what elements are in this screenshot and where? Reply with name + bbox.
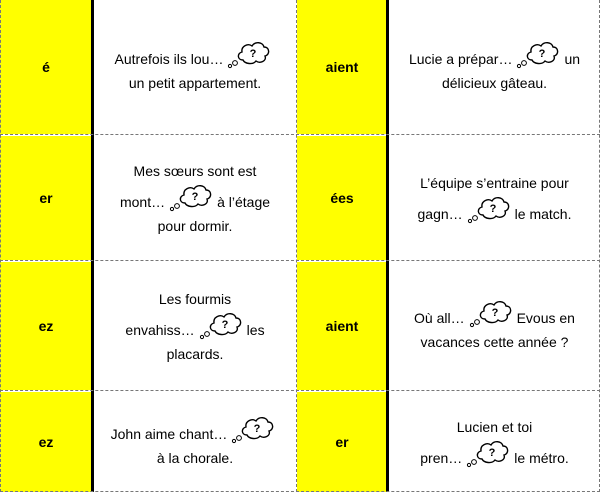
ending-tag: er [297,392,387,492]
sentence-text: vacances cette année ? [420,333,569,350]
thought-bubble-icon [469,299,513,329]
sentence-card [389,0,600,134]
sentence-text: L’équipe s’entraine pour [420,174,569,191]
thought-bubble-icon [466,439,510,469]
svg-text:?: ? [488,446,496,459]
ending-tag: aient [297,262,387,390]
thought-bubble-icon [516,40,560,70]
column-divider [91,0,94,492]
sentence-text: gagn… [417,205,463,222]
sentence-text: un [564,50,581,67]
sentence-text: Mes sœurs sont est [133,162,257,179]
cut-line [296,0,297,492]
ending-tag: ez [0,392,92,492]
thought-bubble-icon [169,183,213,213]
svg-text:?: ? [221,318,229,331]
sentence-card [93,0,297,134]
sentence-text: un petit appartement. [128,74,262,91]
ending-tag: ez [0,262,92,390]
sentence-text: les [246,321,265,338]
svg-text:?: ? [253,422,261,435]
sentence-text: placards. [166,345,224,362]
cut-line [0,134,600,135]
ending-tag: é [0,0,92,134]
svg-text:?: ? [191,190,199,203]
cut-line [0,390,600,391]
sentence-text: délicieux gâteau. [441,74,548,91]
ending-tag: er [0,136,92,260]
sentence-text: Evous en [516,309,575,326]
svg-text:?: ? [491,306,498,319]
thought-bubble-icon [231,415,275,445]
thought-bubble-icon [227,40,271,70]
sentence-text: Où all… [414,309,465,326]
sentence-text: à la chorale. [156,449,234,466]
svg-text:?: ? [489,202,497,215]
sentence-card [389,136,600,260]
thought-bubble-icon [467,195,511,225]
sentence-text: Lucie a prépar… [408,50,513,67]
sentence-text: envahiss… [125,321,195,338]
sentence-card [93,136,297,260]
svg-text:?: ? [250,47,257,60]
svg-text:?: ? [539,47,546,60]
ending-tag: ées [297,136,387,260]
column-divider [386,0,389,492]
sentence-text: Lucien et toi [456,418,533,435]
thought-bubble-icon [199,311,243,341]
sentence-text: à l’étage [217,193,271,210]
ending-tag: aient [297,0,387,134]
sentence-card [389,392,600,492]
sentence-card [389,262,600,390]
sentence-text: le métro. [514,449,569,466]
sentence-card [93,262,297,390]
cut-line [0,260,600,261]
cut-line [0,0,1,492]
sentence-text: le match. [514,205,572,222]
sentence-text: pour dormir. [157,217,233,234]
sentence-text: pren… [420,449,463,466]
sentence-text: John aime chant… [110,425,228,442]
sentence-card [93,392,297,492]
sentence-text: Autrefois ils lou… [114,50,224,67]
sentence-text: Les fourmis [158,290,232,307]
sentence-text: mont… [119,193,166,210]
